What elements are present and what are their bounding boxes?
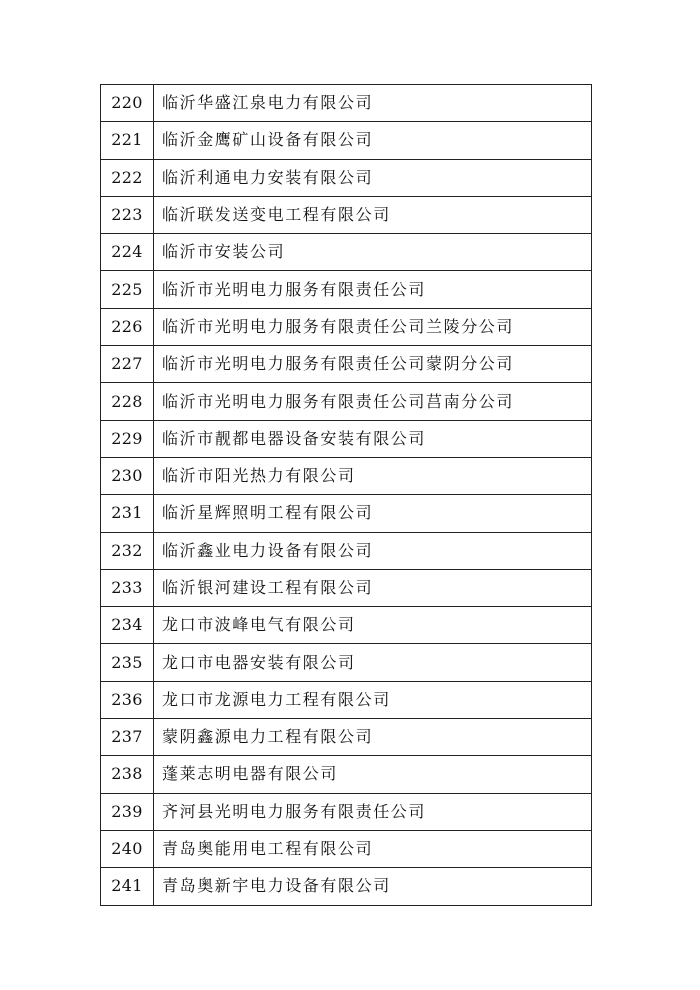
- row-number: 229: [101, 420, 154, 457]
- table-row: [101, 346, 592, 383]
- company-name: 临沂联发送变电工程有限公司: [154, 196, 592, 233]
- table-row: [101, 122, 592, 159]
- row-number: 231: [101, 495, 154, 532]
- row-number: 238: [101, 756, 154, 793]
- row-number: 221: [101, 122, 154, 159]
- company-name: 青岛奥新宇电力设备有限公司: [154, 868, 592, 905]
- company-name: 蒙阴鑫源电力工程有限公司: [154, 719, 592, 756]
- company-name: 临沂市光明电力服务有限责任公司: [154, 271, 592, 308]
- company-name: 临沂市光明电力服务有限责任公司蒙阴分公司: [154, 346, 592, 383]
- table-row: [101, 793, 592, 830]
- company-name: 临沂市靓都电器设备安装有限公司: [154, 420, 592, 457]
- row-number: 223: [101, 196, 154, 233]
- row-number: 239: [101, 793, 154, 830]
- company-table-body: [101, 85, 592, 906]
- table-row: [101, 719, 592, 756]
- row-number: 228: [101, 383, 154, 420]
- company-name: 临沂金鹰矿山设备有限公司: [154, 122, 592, 159]
- table-row: [101, 495, 592, 532]
- company-name: 临沂利通电力安装有限公司: [154, 159, 592, 196]
- company-name: 龙口市波峰电气有限公司: [154, 607, 592, 644]
- table-row: [101, 569, 592, 606]
- table-row: [101, 159, 592, 196]
- company-name: 临沂市阳光热力有限公司: [154, 457, 592, 494]
- table-row: [101, 271, 592, 308]
- row-number: 226: [101, 308, 154, 345]
- company-name: 临沂银河建设工程有限公司: [154, 569, 592, 606]
- table-row: [101, 308, 592, 345]
- company-table: [100, 84, 592, 906]
- row-number: 222: [101, 159, 154, 196]
- row-number: 237: [101, 719, 154, 756]
- company-name: 临沂市光明电力服务有限责任公司莒南分公司: [154, 383, 592, 420]
- company-name: 蓬莱志明电器有限公司: [154, 756, 592, 793]
- company-name: 临沂华盛江泉电力有限公司: [154, 85, 592, 122]
- company-name: 临沂星辉照明工程有限公司: [154, 495, 592, 532]
- table-row: [101, 830, 592, 867]
- company-name: 龙口市电器安装有限公司: [154, 644, 592, 681]
- table-row: [101, 196, 592, 233]
- row-number: 225: [101, 271, 154, 308]
- company-name: 临沂鑫业电力设备有限公司: [154, 532, 592, 569]
- row-number: 230: [101, 457, 154, 494]
- company-name: 临沂市安装公司: [154, 234, 592, 271]
- company-name: 龙口市龙源电力工程有限公司: [154, 681, 592, 718]
- row-number: 235: [101, 644, 154, 681]
- table-row: [101, 607, 592, 644]
- table-row: [101, 681, 592, 718]
- row-number: 233: [101, 569, 154, 606]
- row-number: 224: [101, 234, 154, 271]
- table-row: [101, 756, 592, 793]
- row-number: 220: [101, 85, 154, 122]
- company-name: 青岛奥能用电工程有限公司: [154, 830, 592, 867]
- table-row: [101, 644, 592, 681]
- row-number: 234: [101, 607, 154, 644]
- row-number: 232: [101, 532, 154, 569]
- table-row: [101, 234, 592, 271]
- row-number: 236: [101, 681, 154, 718]
- table-row: [101, 420, 592, 457]
- row-number: 240: [101, 830, 154, 867]
- table-row: [101, 532, 592, 569]
- company-name: 临沂市光明电力服务有限责任公司兰陵分公司: [154, 308, 592, 345]
- table-row: [101, 85, 592, 122]
- company-name: 齐河县光明电力服务有限责任公司: [154, 793, 592, 830]
- table-row: [101, 868, 592, 905]
- row-number: 241: [101, 868, 154, 905]
- table-row: [101, 457, 592, 494]
- table-row: [101, 383, 592, 420]
- row-number: 227: [101, 346, 154, 383]
